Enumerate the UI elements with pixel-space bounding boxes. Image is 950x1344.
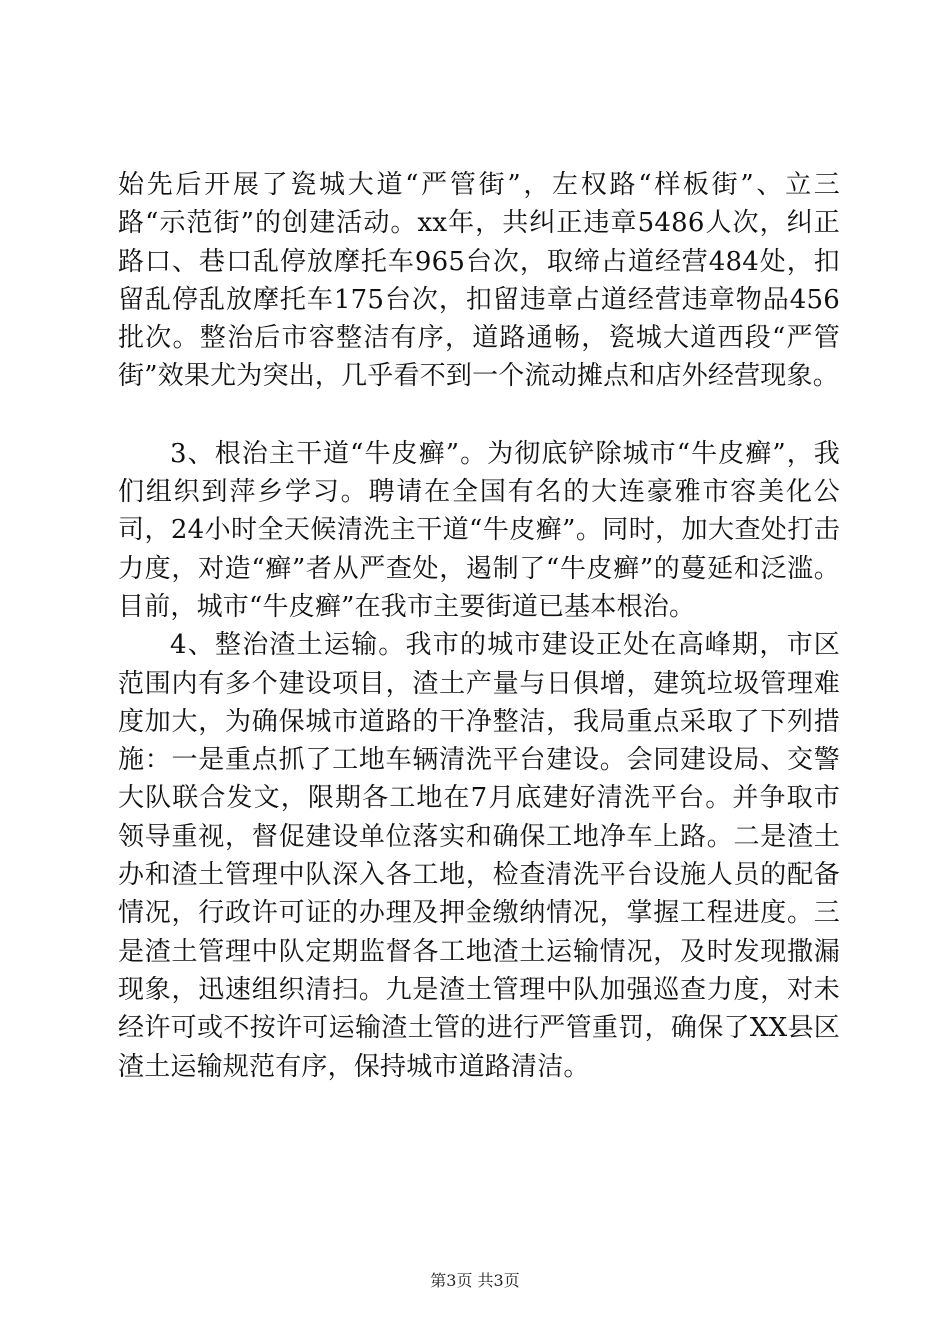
page-number-footer: 第3页 共3页 [430, 1271, 520, 1290]
paragraph-continuation: 始先后开展了瓷城大道“严管街”，左权路“样板街”、立三路“示范街”的创建活动。xx年，共纠正违章5486人次，纠正路口、巷口乱停放摩托车965台次，取缔占道经营484处，扣留乱停乱放摩托车175台次，扣留违章占道经营违章物品456批次。整治后市容整洁有序，道路通畅，瓷城大道西段“严管街”效果尤为突出，几乎看不到一个流动摊点和店外经营现象。 [118, 170, 840, 392]
paragraph-item-4: 4、整治渣土运输。我市的城市建设正处在高峰期，市区范围内有多个建设项目，渣土产量与日俱增，建筑垃圾管理难度加大，为确保城市道路的干净整洁，我局重点采取了下列措施：一是重点抓了工地车辆清洗平台建设。会同建设局、交警大队联合发文，限期各工地在7月底建好清洗平台。并争取市领导重视，督促建设单位落实和确保工地净车上路。二是渣土办和渣土管理中队深入各工地，检查清洗平台设施人员的配备情况，行政许可证的办理及押金缴纳情况，掌握工程进度。三是渣土管理中队定期监督各工地渣土运输情况，及时发现撒漏现象，迅速组织清扫。九是渣土管理中队加强巡查力度，对未经许可或不按许可运输渣土管的进行严管重罚，确保了XX县区渣土运输规范有序，保持城市道路清洁。 [118, 630, 840, 1082]
paragraph-gap [118, 396, 840, 435]
document-body [118, 166, 840, 1086]
paragraph-item-3: 3、根治主干道“牛皮癣”。为彻底铲除城市“牛皮癣”，我们组织到萍乡学习。聘请在全国有名的大连豪雅市容美化公司，24小时全天候清洗主干道“牛皮癣”。同时，加大查处打击力度，对造“癣”者从严查处，遏制了“牛皮癣”的蔓延和泛滥。目前，城市“牛皮癣”在我市主要街道已基本根治。 [118, 438, 840, 622]
